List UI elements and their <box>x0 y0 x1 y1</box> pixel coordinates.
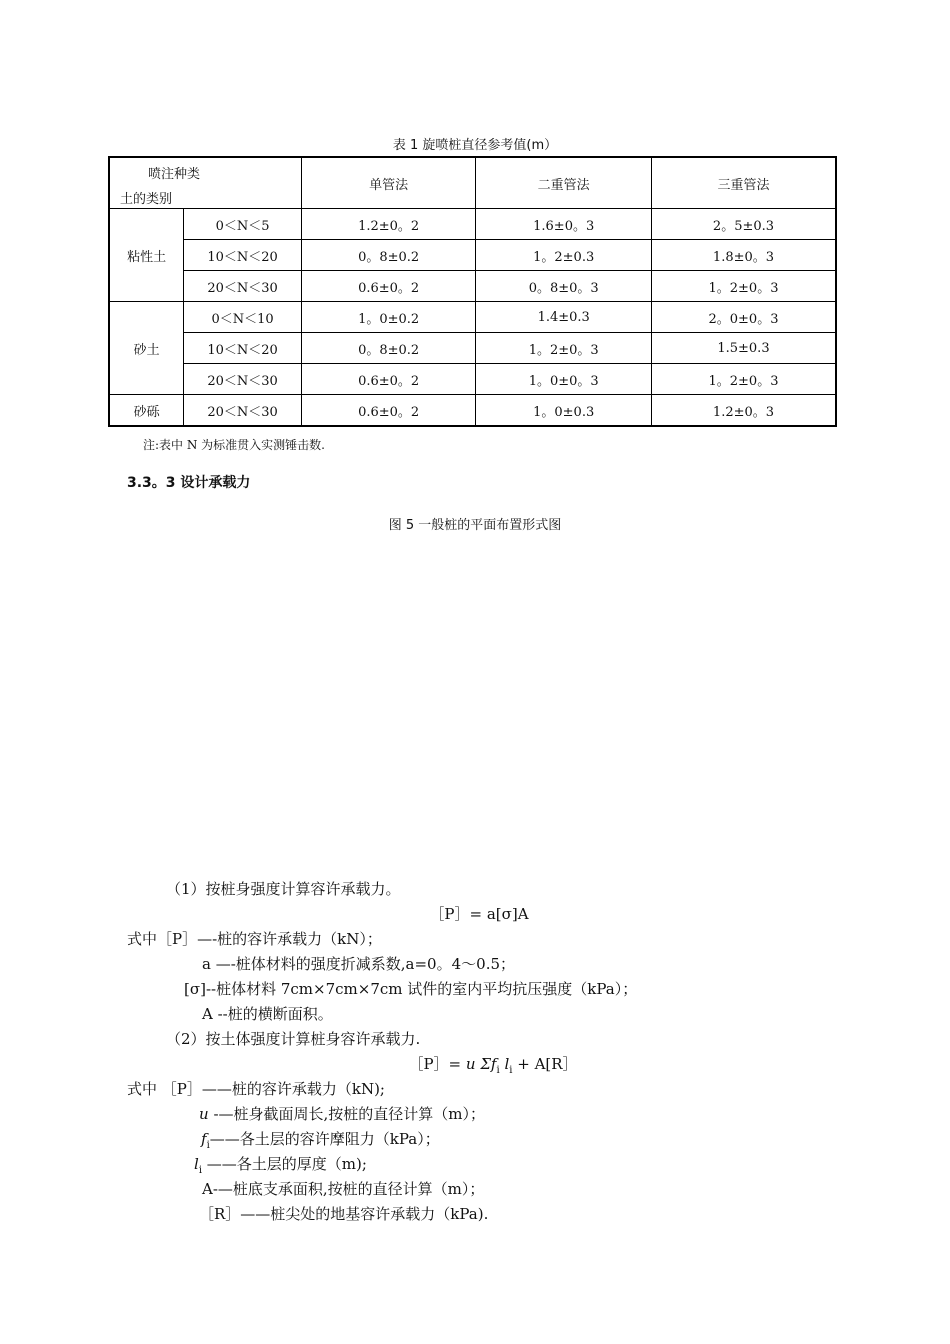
table-title: 表 1 旋喷桩直径参考值(m） <box>392 138 558 153</box>
soil-type-cell: 砂土 <box>109 302 184 395</box>
formula-2-def-area: A-—桩底支承面积,按桩的直径计算（m）； <box>202 1180 485 1198</box>
value-cell: 1。2±0。3 <box>651 271 836 302</box>
header-corner-bottom: 土的类别 <box>120 192 173 207</box>
value-cell: 1.5±0.3 <box>651 333 836 364</box>
value-cell: 0。8±0。3 <box>476 271 652 302</box>
range-cell: 0＜N＜10 <box>184 302 302 333</box>
table-row <box>109 364 836 395</box>
figure-caption: 图 5 一般桩的平面布置形式图 <box>388 518 562 533</box>
section-heading: 3.3。3 设计承载力 <box>127 475 251 491</box>
value-cell: 1.4±0.3 <box>476 302 652 333</box>
header-corner-top: 喷注种类 <box>148 167 201 182</box>
value-cell: 1。0±0.3 <box>476 395 652 427</box>
formula-2-def-l: $l_i$ ——各土层的厚度（m); <box>194 1155 367 1176</box>
value-cell: 1.2±0。2 <box>301 209 476 240</box>
formula-1-def-area: A --桩的横断面积。 <box>202 1005 333 1023</box>
soil-type-cell: 砂砾 <box>109 395 184 427</box>
value-cell: 2。5±0.3 <box>651 209 836 240</box>
value-cell: 1.8±0。3 <box>651 240 836 271</box>
formula-2-def-u: u -—桩身截面周长,按桩的直径计算（m）； <box>199 1105 486 1123</box>
range-cell: 20＜N＜30 <box>184 271 302 302</box>
column-header: 二重管法 <box>476 157 652 209</box>
value-cell: 0.6±0。2 <box>301 395 476 427</box>
range-cell: 10＜N＜20 <box>184 333 302 364</box>
value-cell: 1。0±0。3 <box>476 364 652 395</box>
value-cell: 0.6±0。2 <box>301 271 476 302</box>
value-cell: 2。0±0。3 <box>651 302 836 333</box>
formula-1: ［P］= a[σ]A <box>429 905 529 923</box>
value-cell: 0.6±0。2 <box>301 364 476 395</box>
formula-1-def-a: a —-桩体材料的强度折减系数,a=0。4～0.5； <box>202 955 516 973</box>
table-row <box>109 302 836 333</box>
value-cell: 1.2±0。3 <box>651 395 836 427</box>
paragraph-2-heading: （2）按土体强度计算桩身容许承载力. <box>166 1030 421 1048</box>
formula-2: ［P］= u $\Sigma f_i$ $l_i$ + A[R］ <box>408 1055 578 1076</box>
formula-1-def-sigma: [σ]--桩体材料 7cm×7cm×7cm 试件的室内平均抗压强度（kPa）； <box>184 980 638 998</box>
range-cell: 10＜N＜20 <box>184 240 302 271</box>
table-note: 注:表中 N 为标准贯入实测锤击数. <box>143 438 325 452</box>
formula-2-def-r: ［R］——桩尖处的地基容许承载力（kPa). <box>199 1205 489 1223</box>
value-cell: 1。2±0。3 <box>476 333 652 364</box>
table-header-row <box>109 157 836 209</box>
value-cell: 0。8±0.2 <box>301 333 476 364</box>
value-cell: 1。2±0.3 <box>476 240 652 271</box>
range-cell: 20＜N＜30 <box>184 364 302 395</box>
table-row <box>109 240 836 271</box>
value-cell: 1。0±0.2 <box>301 302 476 333</box>
table-row <box>109 395 836 427</box>
pile-diameter-table <box>108 156 837 427</box>
table-row <box>109 333 836 364</box>
table-row <box>109 271 836 302</box>
formula-2-def-p: 式中 ［P］——桩的容许承载力（kN); <box>127 1080 385 1098</box>
formula-2-def-f: $f_i——$各土层的容许摩阻力（kPa）； <box>201 1130 440 1151</box>
formula-1-def-p: 式中［P］—-桩的容许承载力（kN）； <box>127 930 382 948</box>
paragraph-1-heading: （1）按桩身强度计算容许承载力。 <box>166 880 401 898</box>
value-cell: 1.6±0。3 <box>476 209 652 240</box>
range-cell: 20＜N＜30 <box>184 395 302 427</box>
header-corner-cell <box>109 157 301 209</box>
soil-type-cell: 粘性土 <box>109 209 184 302</box>
table-row <box>109 209 836 240</box>
value-cell: 1。2±0。3 <box>651 364 836 395</box>
value-cell: 0。8±0.2 <box>301 240 476 271</box>
range-cell: 0＜N＜5 <box>184 209 302 240</box>
column-header: 单管法 <box>301 157 476 209</box>
column-header: 三重管法 <box>651 157 836 209</box>
